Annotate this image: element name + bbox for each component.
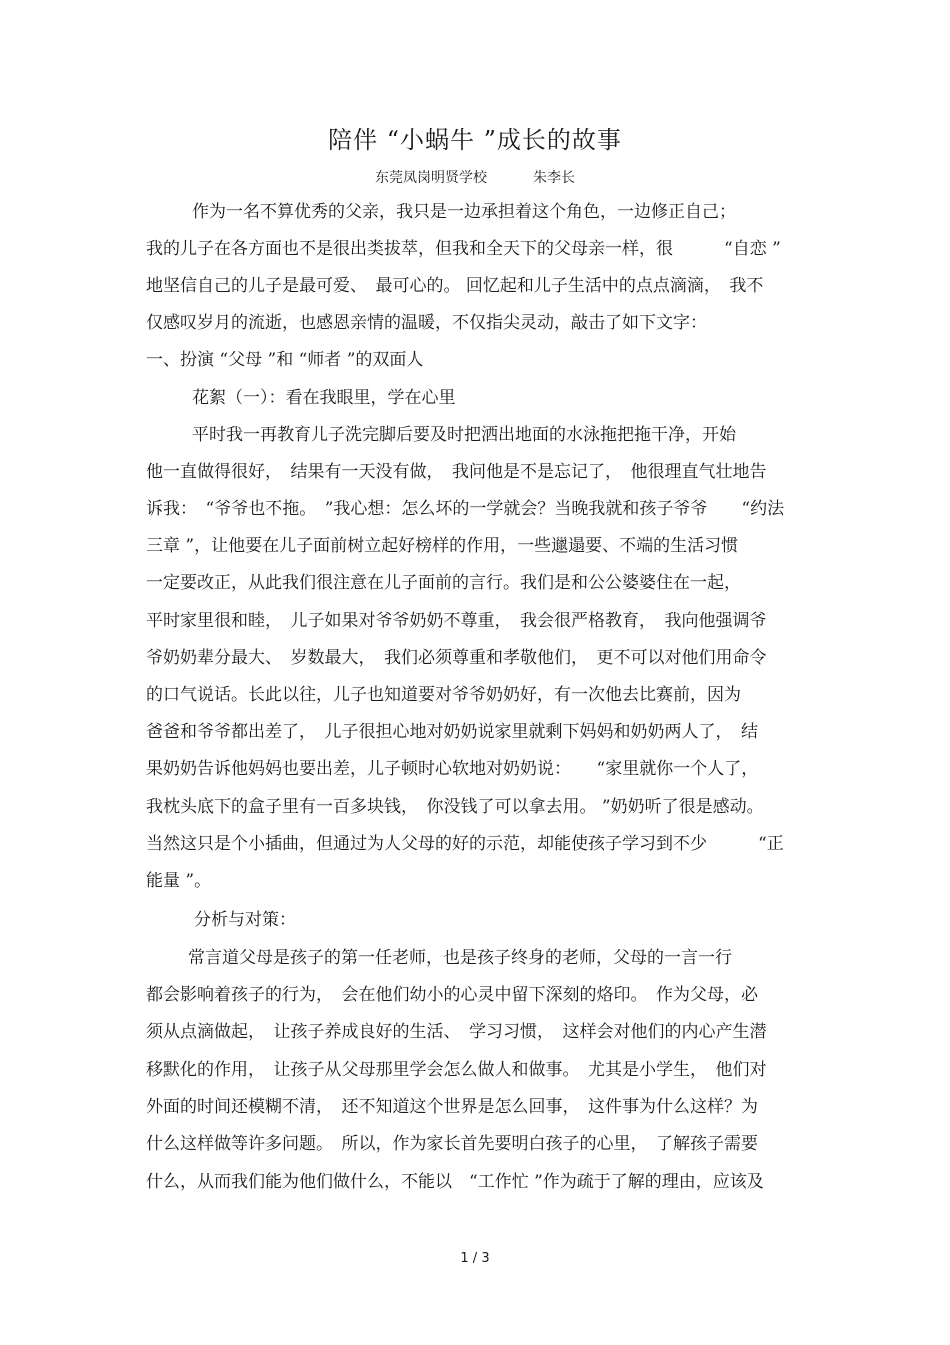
paragraph-line: 三章 ”，让他要在儿子面前树立起好榜样的作用，一些邋遢要、不端的生活习惯 (146, 536, 739, 556)
paragraph-line: 他一直做得很好， 结果有一天没有做， 我问他是不是忘记了， 他很理直气壮地告 (146, 462, 767, 482)
paragraph-line: 须从点滴做起， 让孩子养成良好的生活、 学习习惯， 这样会对他们的内心产生潜 (146, 1022, 767, 1042)
subsection-heading: 花絮（一）：看在我眼里，学在心里 (192, 388, 456, 408)
paragraph-line: 我枕头底下的盒子里有一百多块钱， 你没钱了可以拿去用。 ”奶奶听了很是感动。 (146, 797, 764, 817)
byline (0, 168, 950, 188)
author-name: 朱李长 (533, 170, 575, 186)
page-indicator: 1 / 3 (460, 1251, 490, 1266)
paragraph-line: 爸爸和爷爷都出差了， 儿子很担心地对奶奶说家里就剩下妈妈和奶奶两人了， 结 (146, 722, 758, 742)
section-heading: 一、扮演 “父母 ”和 “师者 ”的双面人 (146, 350, 424, 370)
paragraph-line: 什么，从而我们能为他们做什么，不能以 “工作忙 ”作为疏于了解的理由，应该及 (146, 1172, 764, 1192)
paragraph-line: 移默化的作用， 让孩子从父母那里学会怎么做人和做事。 尤其是小学生， 他们对 (146, 1060, 767, 1080)
paragraph-line: 平时家里很和睦， 儿子如果对爷爷奶奶不尊重， 我会很严格教育， 我向他强调爷 (146, 611, 767, 631)
paragraph-line: 爷奶奶辈分最大、 岁数最大， 我们必须尊重和孝敬他们， 更不可以对他们用命令 (146, 648, 767, 668)
paragraph-line: 一定要改正，从此我们很注意在儿子面前的言行。我们是和公公婆婆住在一起， (146, 573, 741, 593)
paragraph-line: 常言道父母是孩子的第一任老师，也是孩子终身的老师，父母的一言一行 (188, 948, 732, 968)
paragraph-line: 作为一名不算优秀的父亲，我只是一边承担着这个角色，一边修正自己； (192, 202, 736, 222)
paragraph-line: 外面的时间还模糊不清， 还不知道这个世界是怎么回事， 这件事为什么这样？为 (146, 1097, 758, 1117)
paragraph-line: 的口气说话。长此以往，儿子也知道要对爷爷奶奶好，有一次他去比赛前，因为 (146, 685, 741, 705)
paragraph-line: 仅感叹岁月的流逝，也感恩亲情的温暖，不仅指尖灵动，敲击了如下文字： (146, 313, 707, 333)
subsection-heading: 分析与对策： (194, 910, 296, 930)
paragraph-line: 诉我： “爷爷也不拖。 ”我心想：怎么坏的一学就会？当晚我就和孩子爷爷 “约法 (146, 499, 785, 519)
paragraph-line: 都会影响着孩子的行为， 会在他们幼小的心灵中留下深刻的烙印。 作为父母，必 (146, 985, 758, 1005)
school-name: 东莞凤岗明贤学校 (375, 170, 487, 186)
paragraph-line: 地坚信自己的儿子是最可爱、 最可心的。 回忆起和儿子生活中的点点滴滴， 我不 (146, 276, 764, 296)
paragraph-line: 平时我一再教育儿子洗完脚后要及时把洒出地面的水泳拖把拖干净，开始 (192, 425, 736, 445)
paragraph-line: 能量 ”。 (146, 871, 212, 891)
paragraph-line: 什么这样做等许多问题。 所以，作为家长首先要明白孩子的心里， 了解孩子需要 (146, 1134, 758, 1154)
paragraph-line: 我的儿子在各方面也不是很出类拔萃，但我和全天下的父母亲一样，很 “自恋 ” (146, 239, 781, 259)
document-title: 陪伴 “小蜗牛 ”成长的故事 (328, 126, 622, 154)
paragraph-line: 果奶奶告诉他妈妈也要出差，儿子顿时心软地对奶奶说： “家里就你一个人了， (146, 759, 759, 779)
paragraph-line: 当然这只是个小插曲，但通过为人父母的好的示范，却能使孩子学习到不少 “正 (146, 834, 784, 854)
